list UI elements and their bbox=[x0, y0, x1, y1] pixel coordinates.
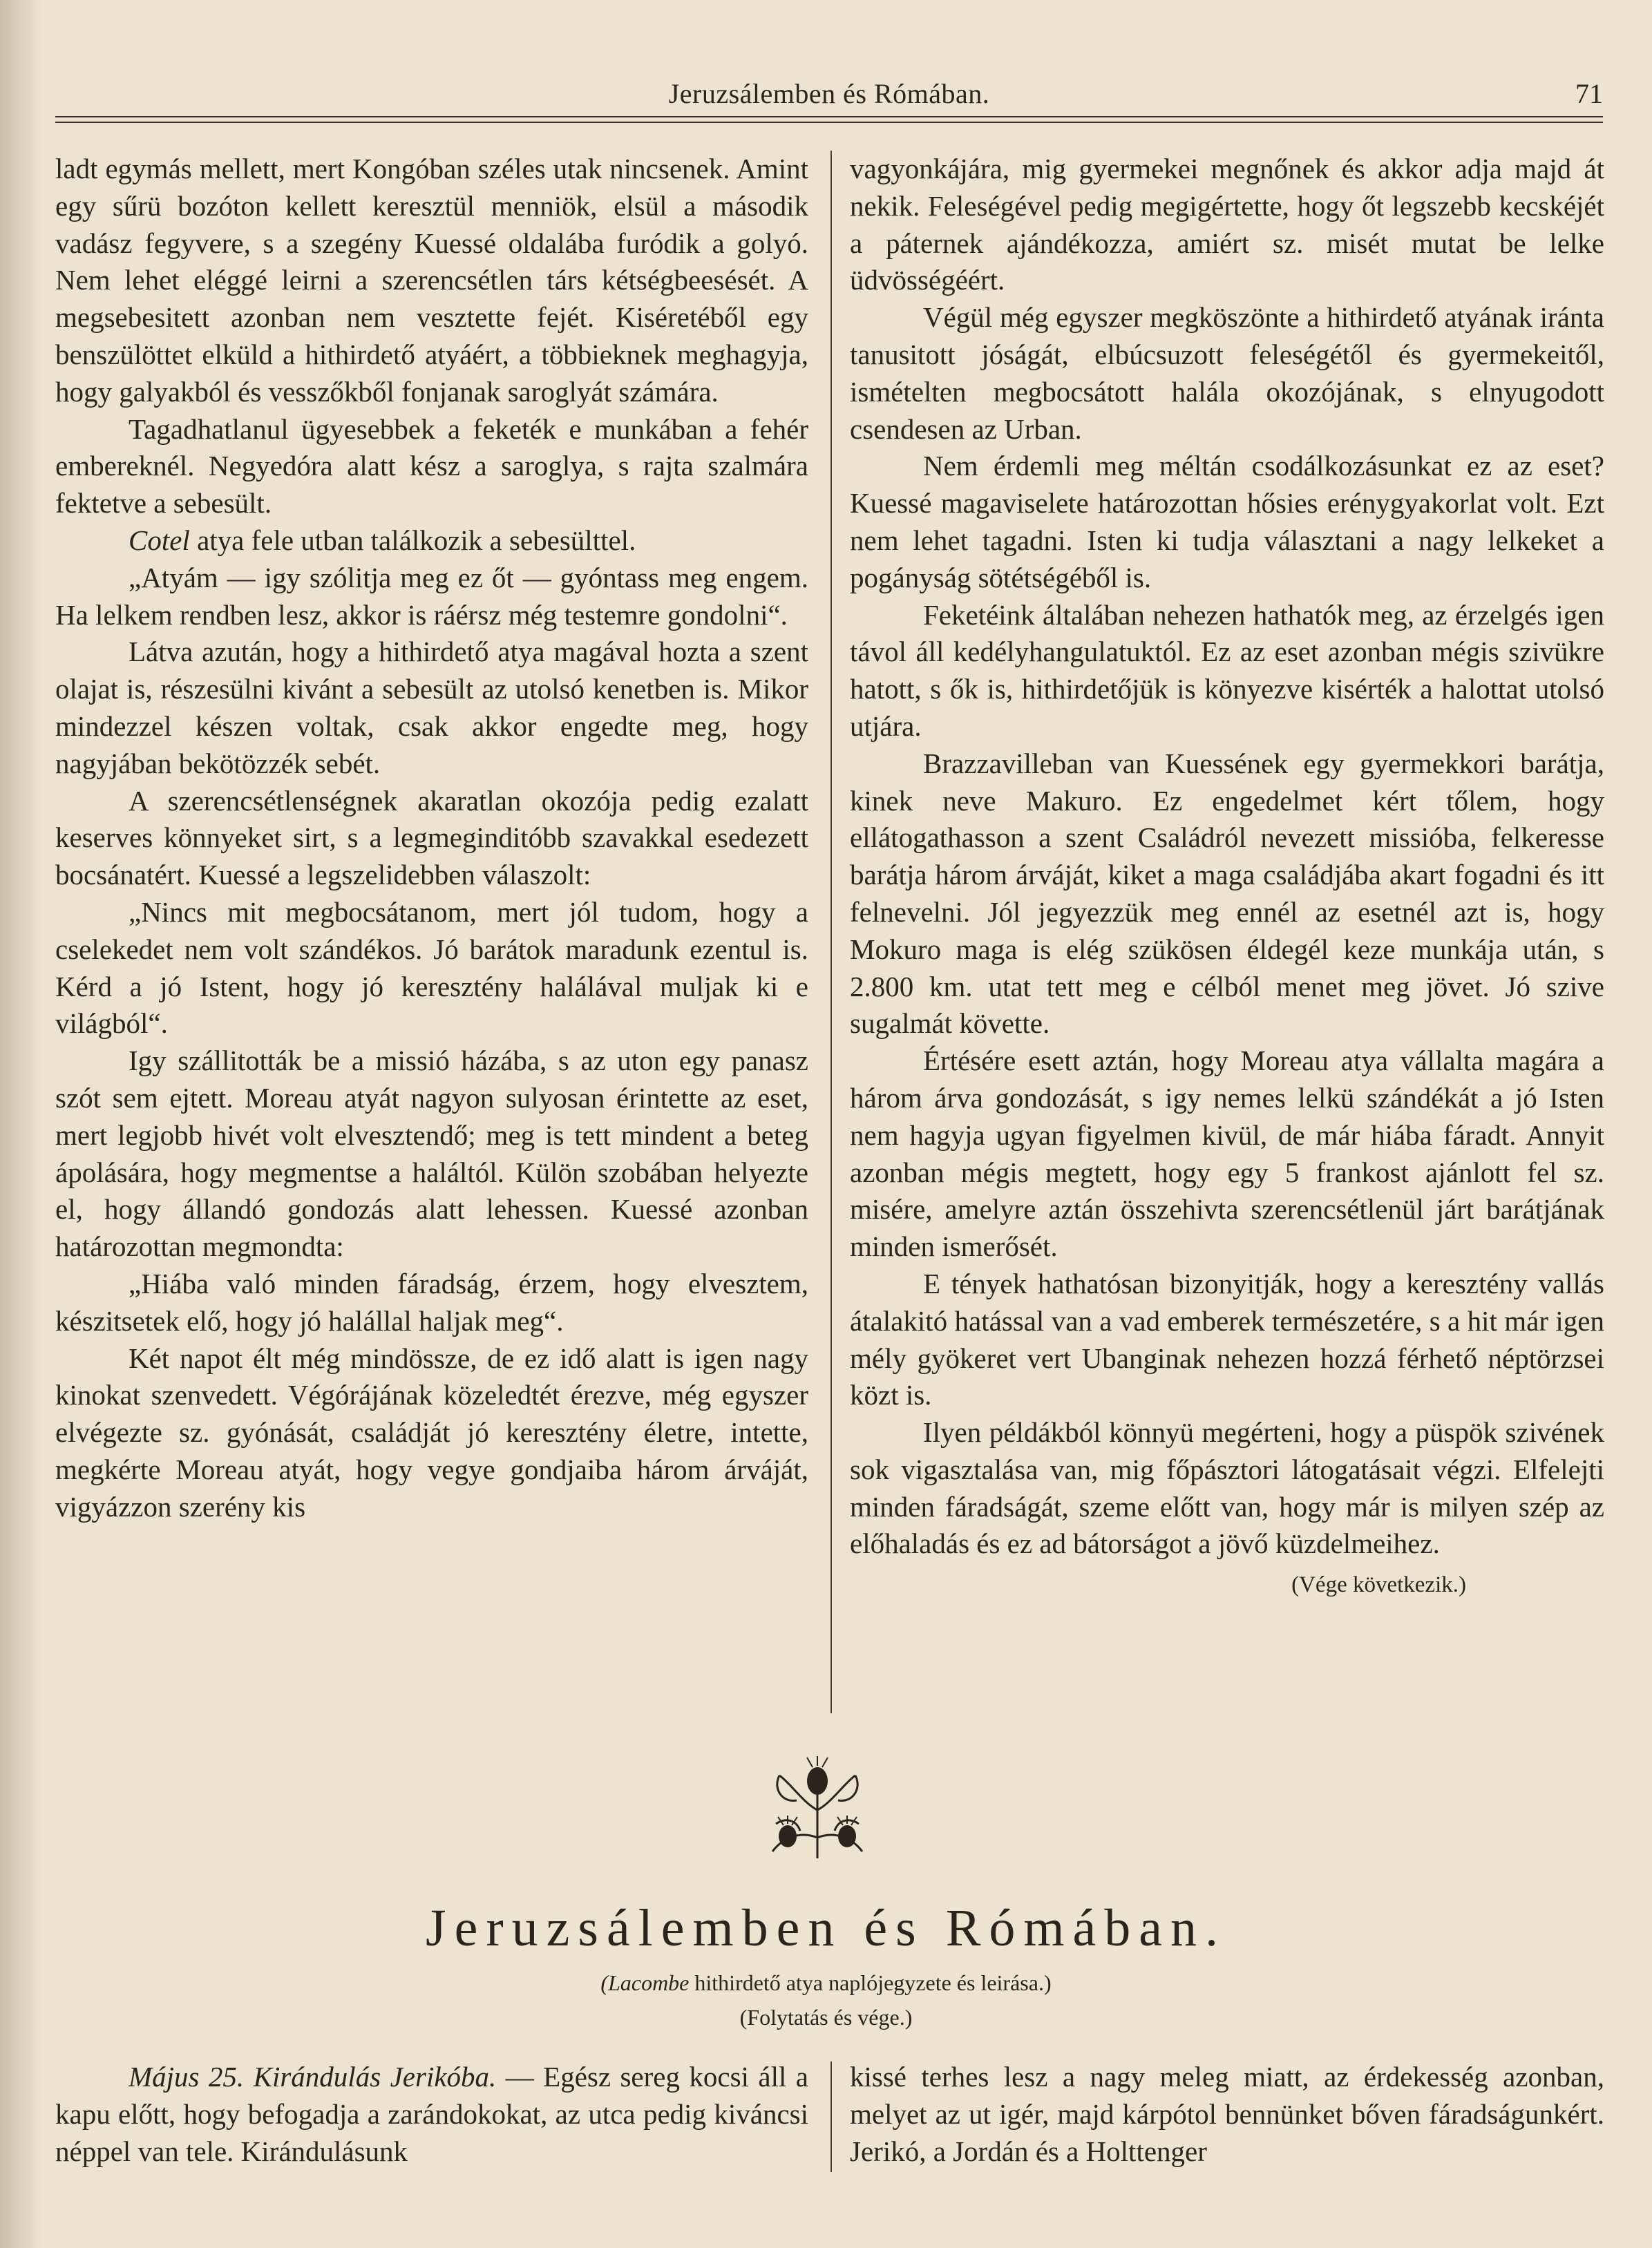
paragraph: Végül még egyszer megköszönte a hithirdető atyának iránta tanusitott jóságát, elbúcsuzott feleségétől és gyermekeitől, ismételten megbocsátott halála okozójának, s elnyugodott csendesen az Urban. bbox=[850, 301, 1604, 445]
page-number: 71 bbox=[1575, 78, 1603, 109]
subtitle-text: hithirdető atya naplójegyzete és leirása.) bbox=[689, 1970, 1052, 1995]
paragraph: Értésére esett aztán, hogy Moreau atya vállalta magára a három árva gondozását, s igy nemes lelkü szándékát a jó Isten nem hagyja ugyan figyelmen kivül, de már hiába fáradt. Annyit azonban mégis megtett, hogy egy 5 frankost ajánlott fel sz. misére, amelyre aztán összehivta szerencsétlenül járt barátjának minden ismerősét. bbox=[850, 1045, 1604, 1263]
dateline: Május 25. Kirándulás Jerikóba. bbox=[129, 2061, 497, 2093]
paragraph-text: — Egész sereg kocsi áll a kapu előtt, hogy befogadja a zarándokokat, az utca pedig kiváncsi néppel van tele. Kirándulásunk bbox=[55, 2061, 808, 2167]
paragraph: „Atyám — igy szólitja meg ez őt — gyóntass meg engem. Ha lelkem rendben lesz, akkor is ráérsz még testemre gondolni“. bbox=[55, 561, 808, 631]
italic-name: Cotel bbox=[129, 524, 190, 556]
article-continuation-note: (Folytatás és vége.) bbox=[739, 2005, 913, 2030]
paragraph: Feketéink általában nehezen hathatók meg, az érzelgés igen távol áll kedélyhangulatuktól. Ez az eset azonban mégis szivükre hatott, s ők is, hithirdetőjük is könyezve kisérték a halottat utolsó utjára. bbox=[850, 598, 1604, 742]
article-title: Jeruzsálemben és Rómában. bbox=[426, 1899, 1226, 1957]
paragraph: ladt egymás mellett, mert Kongóban széles utak nincsenek. Amint egy sűrü bozóton kellett keresztül menniök, elsül a második vadász fegyvere, s a szegény Kuessé oldalába furódik a golyó. Nem lehet eléggé leirni a szerencsétlen társ kétségbeesését. A megsebesitett azonban nem vesztette fejét. Kiséretéből egy benszülöttet elküld a hithirdető atyáért, a többieknek meghagyja, hogy galyakból és vesszőkből fonjanak saroglyát számára. bbox=[55, 153, 808, 408]
paragraph: A szerencsétlenségnek akaratlan okozója pedig ezalatt keserves könnyeket sirt, s a legmeginditóbb szavakkal esedezett bocsánatért. Kuessé a legszelidebben válaszolt: bbox=[55, 784, 808, 891]
paragraph: Brazzavilleban van Kuessének egy gyermekkori barátja, kinek neve Makuro. Ez engedelmet kért tőlem, hogy ellátogathasson a szent Családról nevezett missióba, felkeresse barátja három árváját, kiket a maga családjába akart fogadni és itt felnevelni. Jól jegyezzük meg ennél az esetnél azt is, hogy Mokuro maga is elég szükösen éldegél keze munkája után, s 2.800 km. utat tett meg e célból menet meg jövet. Jó szive sugalmát követte. bbox=[850, 747, 1604, 1040]
column-divider bbox=[830, 2061, 832, 2172]
header-rule-top bbox=[55, 116, 1603, 117]
paragraph: vagyonkájára, mig gyermekei megnőnek és akkor adja majd át nekik. Feleségével pedig megigértette, hogy őt legszebb kecskéjét a páternek ajándékozza, amiért sz. misét mutat be lelke üdvösségéért. bbox=[850, 153, 1604, 296]
paragraph: Igy szállitották be a missió házába, s az uton egy panasz szót sem ejtett. Moreau atyát nagyon sulyosan érintette az eset, mert legjobb hivét volt elvesztendő; meg is tett mindent a beteg ápolására, hogy megmentse a haláltól. Külön szobában helyezte el, hogy állandó gondozás alatt lehessen. Kuessé azonban határozottan megmondta: bbox=[55, 1045, 808, 1263]
paragraph-text: atya fele utban találkozik a sebesülttel. bbox=[189, 524, 636, 556]
right-column bbox=[850, 151, 1604, 1604]
paragraph: Nem érdemli meg méltán csodálkozásunkat ez az eset? Kuessé magaviselete határozottan hősies erénygyakorlat volt. Ezt nem lehet tagadni. Isten ki tudja választani a nagy lelkeket a pogányság sötétségéből is. bbox=[850, 450, 1604, 593]
column-divider bbox=[830, 151, 832, 1713]
thistle-ornament-icon bbox=[766, 1755, 869, 1865]
paragraph: Tagadhatlanul ügyesebbek a feketék e munkában a fehér embereknél. Negyedóra alatt kész a saroglya, s rajta szalmára fektetve a sebesült. bbox=[55, 412, 808, 520]
paragraph bbox=[55, 2059, 808, 2170]
continuation-note: (Vége következik.) bbox=[1291, 1572, 1466, 1598]
left-column bbox=[55, 151, 808, 1525]
article-subtitle bbox=[0, 1970, 1652, 1996]
header-rule-bottom bbox=[55, 122, 1603, 123]
paragraph bbox=[55, 522, 808, 560]
article-left-column bbox=[55, 2059, 808, 2170]
running-header bbox=[55, 77, 1603, 126]
paragraph: „Hiába való minden fáradság, érzem, hogy elvesztem, készitsetek elő, hogy jó halállal haljak meg“. bbox=[55, 1267, 808, 1337]
paragraph: kissé terhes lesz a nagy meleg miatt, az érdekesség azonban, melyet az ut igér, majd kárpótol bennünket bőven fáradságunkért. Jerikó, a Jordán és a Holttenger bbox=[850, 2061, 1604, 2167]
running-title: Jeruzsálemben és Rómában. bbox=[668, 78, 990, 109]
paragraph: Ilyen példákból könnyü megérteni, hogy a püspök szivének sok vigasztalása van, mig főpásztori látogatásait végzi. Elfelejti minden fáradságát, szeme előtt van, hogy már is milyen szép az előhaladás és ez ad bátorságot a jövő küzdelmeihez. bbox=[850, 1416, 1604, 1560]
paragraph: Két napot élt még mindössze, de ez idő alatt is igen nagy kinokat szenvedett. Végórájának közeledtét érezve, még egyszer elvégezte sz. gyónását, családját jó keresztény életre, intette, megkérte Moreau atyát, hogy vegye gondjaiba három árváját, vigyázzon szerény kis bbox=[55, 1342, 808, 1523]
paragraph: E tények hathatósan bizonyitják, hogy a keresztény vallás átalakitó hatással van a vad emberek természetére, s a hit már igen mély gyökeret vert Ubanginak nehezen hozzá férhető néptörzsei közt is. bbox=[850, 1267, 1604, 1411]
author-name: (Lacombe bbox=[600, 1970, 690, 1995]
paragraph: „Nincs mit megbocsátanom, mert jól tudom, hogy a cselekedet nem volt szándékos. Jó barátok maradunk ezentul is. Kérd a jó Istent, hogy jó keresztény halálával muljak ki e világból“. bbox=[55, 895, 808, 1040]
paragraph: Látva azután, hogy a hithirdető atya magával hozta a szent olajat is, részesülni kivánt a sebesült az utolsó kenetben is. Mikor mindezzel készen voltak, csak akkor engedte meg, hogy nagyjában bekötözzék sebét. bbox=[55, 636, 808, 779]
article-right-column bbox=[850, 2059, 1604, 2170]
